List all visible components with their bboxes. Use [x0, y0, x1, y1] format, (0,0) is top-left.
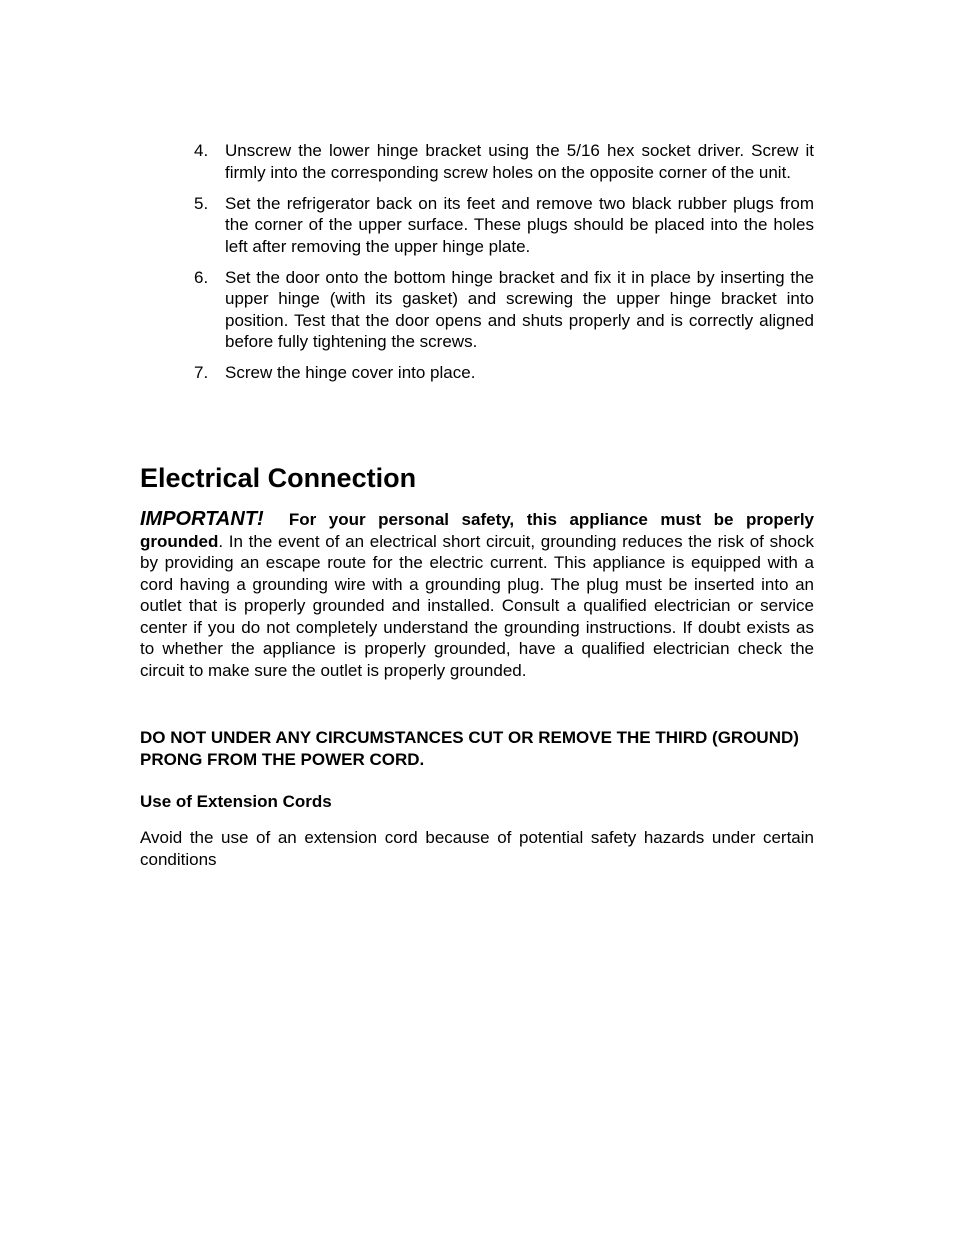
warning-text: DO NOT UNDER ANY CIRCUMSTANCES CUT OR REMOVE THE THIRD (GROUND) PRONG FROM THE POWER CORD.	[140, 728, 799, 769]
extension-cords-text: Avoid the use of an extension cord because of potential safety hazards under certain conditions	[140, 828, 814, 869]
step-number: 4.	[194, 141, 209, 160]
important-body-text: . In the event of an electrical short circuit, grounding reduces the risk of shock by providing an escape route for the electric current. This appliance is equipped with a cord having a grounding wire with a grounding plug. The plug must be inserted into an outlet that is properly grounded and installed. Consult a qualified electrician or service center if you do not completely understand the grounding instructions. If doubt exists as to whether the appliance is properly grounded, have a qualified electrician check the circuit to make sure the outlet is properly grounded.	[140, 531, 814, 680]
step-text: Set the refrigerator back on its feet and remove two black rubber plugs from the corner of the upper surface. These plugs should be placed into the holes left after removing the upper hinge plate.	[225, 193, 814, 256]
step-item	[194, 267, 814, 353]
step-text: Unscrew the lower hinge bracket using the 5/16 hex socket driver. Screw it firmly into the corresponding screw holes on the opposite corner of the unit.	[225, 141, 814, 182]
step-number: 7.	[194, 363, 209, 382]
extension-cords-subheading: Use of Extension Cords	[140, 792, 332, 811]
important-paragraph	[140, 509, 814, 681]
step-number: 6.	[194, 267, 209, 287]
important-bold-text: For your personal safety, this appliance must be properly grounded	[140, 510, 815, 551]
step-item	[194, 140, 814, 183]
step-text: Set the door onto the bottom hinge bracket and fix it in place by inserting the upper hinge (with its gasket) and screwing the upper hinge bracket into position. Test that the door opens and shuts properly and is correctly aligned before fully tightening the screws.	[225, 267, 814, 351]
step-item	[194, 362, 814, 384]
instruction-steps-list	[194, 140, 814, 393]
step-item	[194, 193, 814, 258]
step-number: 5.	[194, 193, 209, 213]
step-text: Screw the hinge cover into place.	[225, 363, 476, 382]
important-label: IMPORTANT!	[140, 508, 264, 530]
section-heading: Electrical Connection	[140, 463, 417, 493]
